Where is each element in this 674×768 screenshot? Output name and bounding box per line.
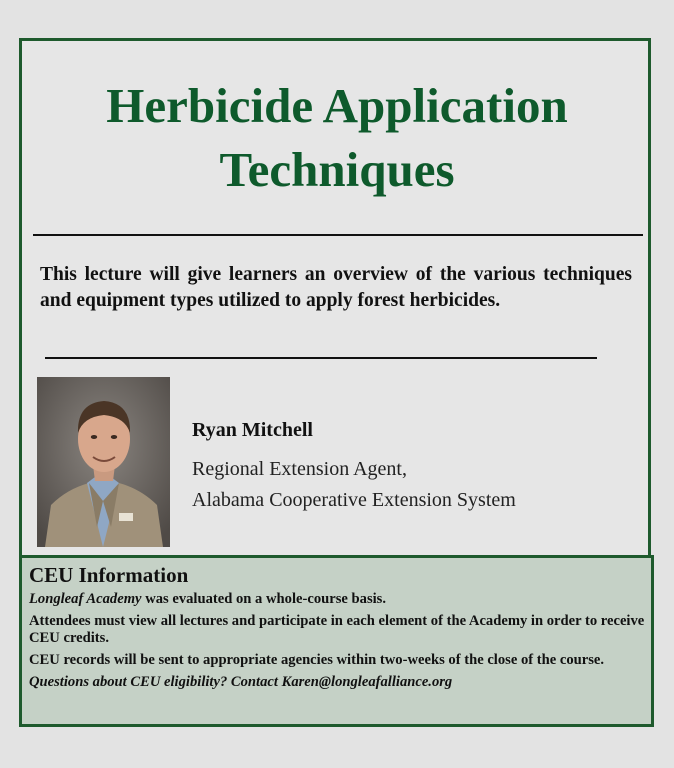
title-line-2: Techniques — [219, 142, 455, 197]
title-line-1: Herbicide Application — [106, 78, 568, 133]
ceu-item-evaluation-text: was evaluated on a whole-course basis. — [141, 591, 386, 607]
speaker-photo — [37, 377, 170, 547]
page-title — [0, 74, 674, 202]
ceu-item-attendance: Attendees must view all lectures and participate in each element of the Academy in order to receive CEU credits. — [29, 613, 645, 646]
ceu-info-box — [19, 555, 654, 727]
speaker-title-line-2: Alabama Cooperative Extension System — [192, 489, 516, 511]
ceu-heading: CEU Information — [29, 563, 189, 587]
ceu-item-records: CEU records will be sent to appropriate agencies within two-weeks of the close of the course. — [29, 652, 605, 668]
speaker-name: Ryan Mitchell — [192, 419, 313, 441]
middle-divider — [45, 357, 597, 359]
lecture-description: This lecture will give learners an overview of the various techniques and equipment types utilized to apply forest herbicides. — [40, 264, 632, 311]
speaker-title — [192, 454, 516, 516]
academy-name: Longleaf Academy — [29, 591, 142, 607]
ceu-item-evaluation — [29, 591, 645, 608]
top-divider — [33, 234, 643, 236]
ceu-item-contact: Questions about CEU eligibility? Contact Karen@longleafalliance.org — [29, 674, 453, 690]
speaker-title-line-1: Regional Extension Agent, — [192, 458, 407, 480]
